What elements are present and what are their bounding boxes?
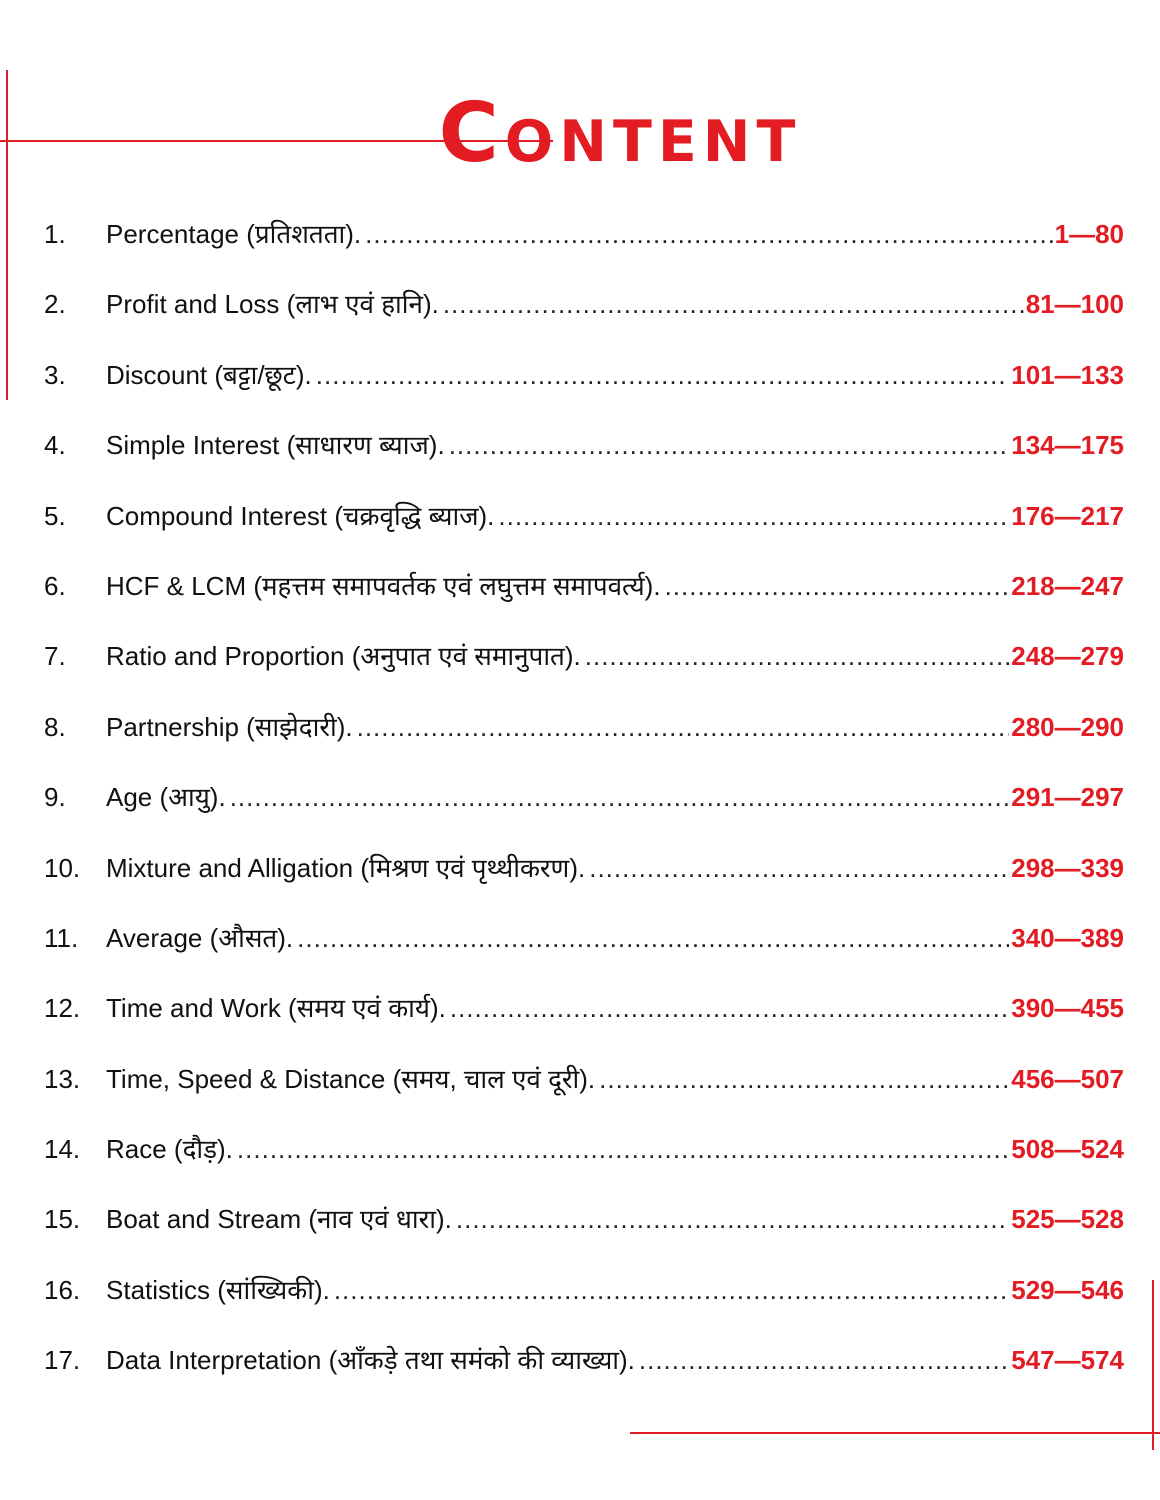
toc-entry-title: Age (आयु). [106, 782, 226, 813]
table-of-contents [44, 215, 1124, 1412]
toc-entry-title: Time and Work (समय एवं कार्य). [106, 993, 446, 1024]
toc-entry-number: 16. [44, 1274, 81, 1305]
toc-dot-leader [456, 1204, 1009, 1235]
toc-entry-number: 5. [44, 500, 66, 531]
toc-entry-page-range: 529—546 [1011, 1274, 1124, 1305]
toc-entry-title: Partnership (साझेदारी). [106, 711, 353, 742]
toc-entry[interactable] [44, 567, 1124, 637]
toc-entry-number: 13. [44, 1063, 81, 1094]
toc-entry-title: Profit and Loss (लाभ एवं हानि). [106, 289, 439, 320]
toc-entry[interactable] [44, 426, 1124, 496]
decorative-line-bottom [630, 1432, 1160, 1434]
toc-entry-number: 14. [44, 1134, 81, 1165]
toc-entry-title: Race (दौड़). [106, 1134, 233, 1165]
toc-entry-page-range: 81—100 [1025, 289, 1124, 320]
toc-entry-page-range: 340—389 [1011, 922, 1124, 953]
toc-dot-leader [443, 289, 1024, 320]
toc-dot-leader [449, 430, 1010, 461]
toc-entry-number: 2. [44, 289, 66, 320]
toc-entry[interactable] [44, 356, 1124, 426]
toc-dot-leader [230, 782, 1010, 813]
toc-dot-leader [237, 1134, 1009, 1165]
toc-entry-page-range: 248—279 [1011, 641, 1124, 672]
toc-entry[interactable] [44, 1130, 1124, 1200]
toc-entry-page-range: 525—528 [1011, 1204, 1124, 1235]
toc-entry[interactable] [44, 1341, 1124, 1411]
toc-dot-leader [316, 360, 1009, 391]
toc-entry-page-range: 1—80 [1054, 219, 1124, 249]
toc-entry[interactable] [44, 215, 1124, 285]
toc-entry-number: 4. [44, 430, 66, 461]
toc-dot-leader [450, 993, 1009, 1024]
toc-entry[interactable] [44, 637, 1124, 707]
toc-entry-title: Time, Speed & Distance (समय, चाल एवं दूरी). [106, 1063, 596, 1094]
toc-entry-number: 3. [44, 359, 66, 390]
toc-entry-number: 9. [44, 782, 66, 813]
toc-dot-leader [498, 501, 1009, 532]
toc-entry-number: 1. [44, 219, 66, 249]
toc-dot-leader [589, 853, 1009, 884]
toc-entry-title: Average (औसत). [106, 922, 294, 953]
toc-entry-number: 8. [44, 711, 66, 742]
toc-entry[interactable] [44, 989, 1124, 1059]
toc-dot-leader [585, 641, 1009, 672]
toc-entry-number: 12. [44, 993, 81, 1024]
toc-entry-title: Statistics (सांख्यिकी). [106, 1274, 330, 1305]
decorative-line-right [1152, 1280, 1154, 1450]
toc-entry[interactable] [44, 1060, 1124, 1130]
toc-entry[interactable] [44, 919, 1124, 989]
toc-entry-title: Simple Interest (साधारण ब्याज). [106, 430, 445, 461]
toc-entry[interactable] [44, 778, 1124, 848]
toc-entry-page-range: 291—297 [1011, 782, 1124, 813]
toc-entry-page-range: 390—455 [1011, 993, 1124, 1024]
toc-entry-title: Discount (बट्टा/छूट). [106, 359, 312, 390]
toc-dot-leader [357, 712, 1010, 743]
toc-dot-leader [297, 923, 1009, 954]
toc-entry-page-range: 508—524 [1011, 1134, 1124, 1165]
toc-entry-title: Boat and Stream (नाव एवं धारा). [106, 1204, 452, 1235]
toc-entry[interactable] [44, 285, 1124, 355]
toc-entry[interactable] [44, 1200, 1124, 1270]
toc-entry-title: HCF & LCM (महत्तम समापवर्तक एवं लघुत्तम समापवर्त्य). [106, 570, 661, 601]
toc-entry[interactable] [44, 849, 1124, 919]
toc-entry[interactable] [44, 497, 1124, 567]
toc-entry-title: Data Interpretation (आँकड़े तथा समंको की व्याख्या). [106, 1345, 635, 1376]
toc-entry-page-range: 547—574 [1011, 1345, 1124, 1376]
toc-entry-page-range: 176—217 [1011, 500, 1124, 531]
toc-entry-page-range: 456—507 [1011, 1063, 1124, 1094]
page-title: Content [438, 85, 802, 181]
toc-entry-title: Percentage (प्रतिशतता). [106, 219, 362, 249]
toc-entry-title: Ratio and Proportion (अनुपात एवं समानुपात). [106, 641, 581, 672]
toc-entry-number: 6. [44, 570, 66, 601]
toc-entry-page-range: 218—247 [1011, 570, 1124, 601]
toc-dot-leader [599, 1064, 1009, 1095]
toc-dot-leader [334, 1275, 1009, 1306]
toc-entry[interactable] [44, 708, 1124, 778]
toc-entry-number: 15. [44, 1204, 81, 1235]
toc-entry-page-range: 101—133 [1011, 359, 1124, 390]
toc-dot-leader [665, 571, 1010, 602]
toc-dot-leader [365, 219, 1052, 250]
toc-entry-number: 10. [44, 852, 81, 883]
toc-entry-number: 17. [44, 1345, 81, 1376]
toc-entry[interactable] [44, 1271, 1124, 1341]
toc-dot-leader [639, 1345, 1009, 1376]
toc-entry-page-range: 298—339 [1011, 852, 1124, 883]
toc-entry-number: 7. [44, 641, 66, 672]
toc-entry-number: 11. [44, 922, 79, 953]
toc-entry-page-range: 134—175 [1011, 430, 1124, 461]
toc-entry-page-range: 280—290 [1011, 711, 1124, 742]
toc-entry-title: Mixture and Alligation (मिश्रण एवं पृथ्थीकरण). [106, 852, 586, 883]
toc-entry-title: Compound Interest (चक्रवृद्धि ब्याज). [106, 500, 495, 531]
